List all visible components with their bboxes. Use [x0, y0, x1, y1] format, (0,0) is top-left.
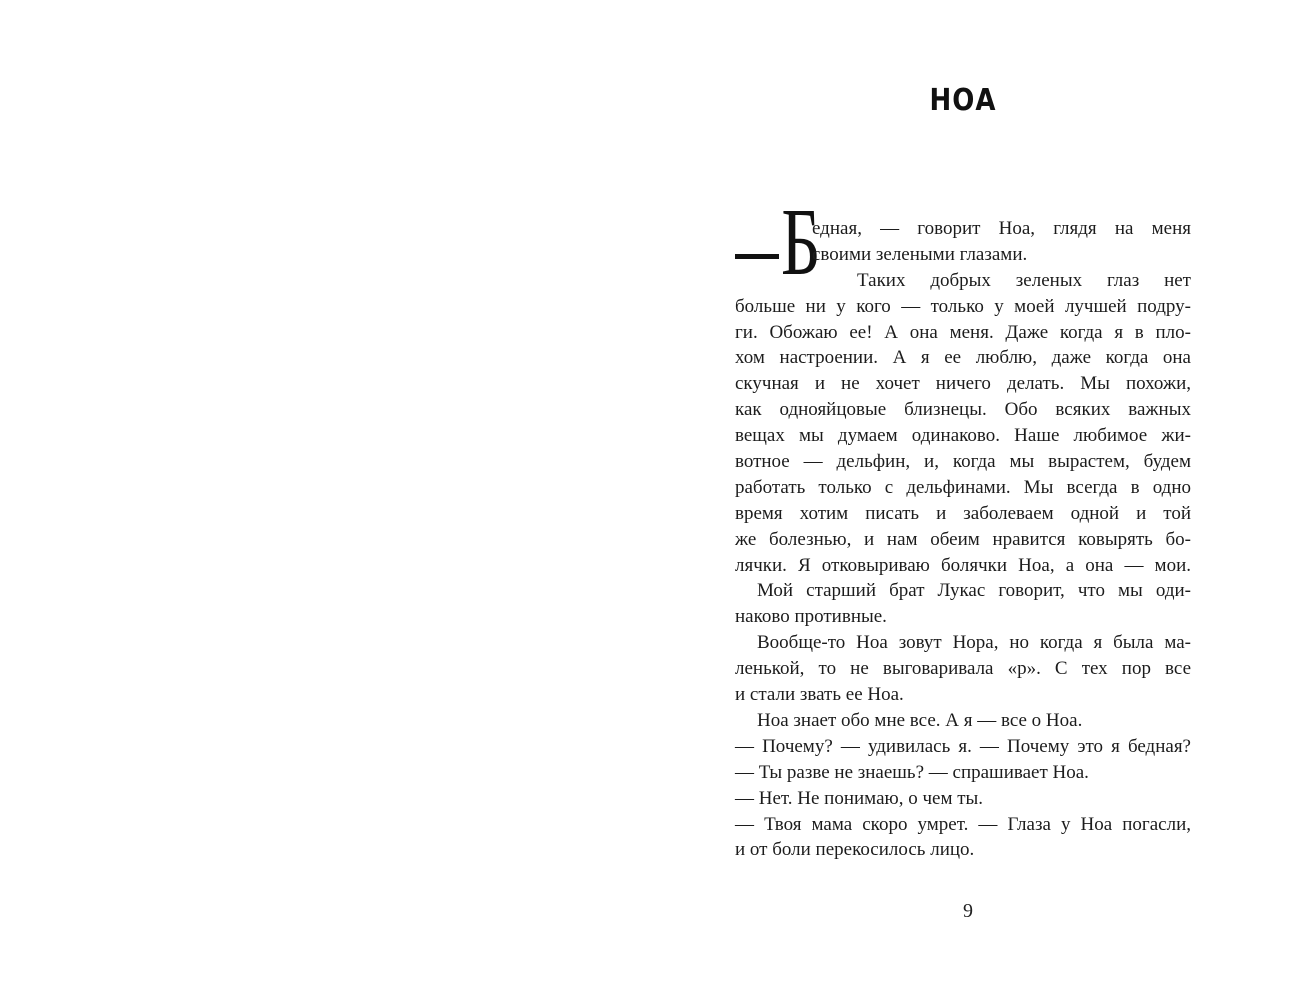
page-number: 9	[963, 900, 973, 922]
text-line: — Почему? — удивилась я. — Почему это я бедная?	[735, 735, 1191, 757]
text-line: же болезнью, и нам обеим нравится ковырять бо-	[735, 528, 1191, 550]
text-line: и стали звать ее Ноа.	[735, 684, 904, 706]
text-line: вещах мы думаем одинаково. Наше любимое жи-	[735, 425, 1191, 447]
text-line: работать только с дельфинами. Мы всегда в одно	[735, 476, 1191, 498]
opening-lines	[812, 216, 1191, 268]
opening-line-2: своими зелеными глазами.	[812, 243, 1028, 265]
text-line: Вообще-то Ноа зовут Нора, но когда я была ма-	[757, 632, 1191, 654]
text-line: ги. Обожаю ее! А она меня. Даже когда я в пло-	[735, 321, 1191, 343]
text-line: — Твоя мама скоро умрет. — Глаза у Ноа погасли,	[735, 813, 1191, 835]
opening-line-3: Таких добрых зеленых глаз нет	[857, 269, 1191, 291]
chapter-title: НОА	[929, 83, 997, 119]
text-line: — Нет. Не понимаю, о чем ты.	[735, 787, 984, 809]
text-line: Ноа знает обо мне все. А я — все о Ноа.	[757, 709, 1083, 731]
text-line: как однояйцовые близнецы. Обо всяких важных	[735, 399, 1191, 421]
text-line: лячки. Я отковыриваю болячки Ноа, а она — мои.	[735, 554, 1191, 576]
drop-cap-dash	[735, 254, 779, 259]
text-line: и от боли перекосилось лицо.	[735, 839, 975, 861]
text-line: ленькой, то не выговаривала «р». С тех пор все	[735, 658, 1191, 680]
text-line: наково противные.	[735, 606, 887, 628]
text-line: — Ты разве не знаешь? — спрашивает Ноа.	[735, 761, 1089, 783]
text-line: время хотим писать и заболеваем одной и той	[735, 502, 1191, 524]
body-text	[735, 294, 1191, 864]
opening-line-1: едная, — говорит Ноа, глядя на меня	[812, 218, 1191, 239]
text-line: больше ни у кого — только у моей лучшей подру-	[735, 295, 1191, 317]
text-line: хом настроении. А я ее люблю, даже когда она	[735, 347, 1191, 369]
text-line: скучная и не хочет ничего делать. Мы похожи,	[735, 373, 1191, 395]
opening-line-3-wrap	[857, 268, 1191, 294]
drop-cap-letter: Б	[781, 188, 821, 295]
text-line: Мой старший брат Лукас говорит, что мы оди-	[757, 580, 1191, 602]
text-line: вотное — дельфин, и, когда мы вырастем, будем	[735, 451, 1191, 473]
